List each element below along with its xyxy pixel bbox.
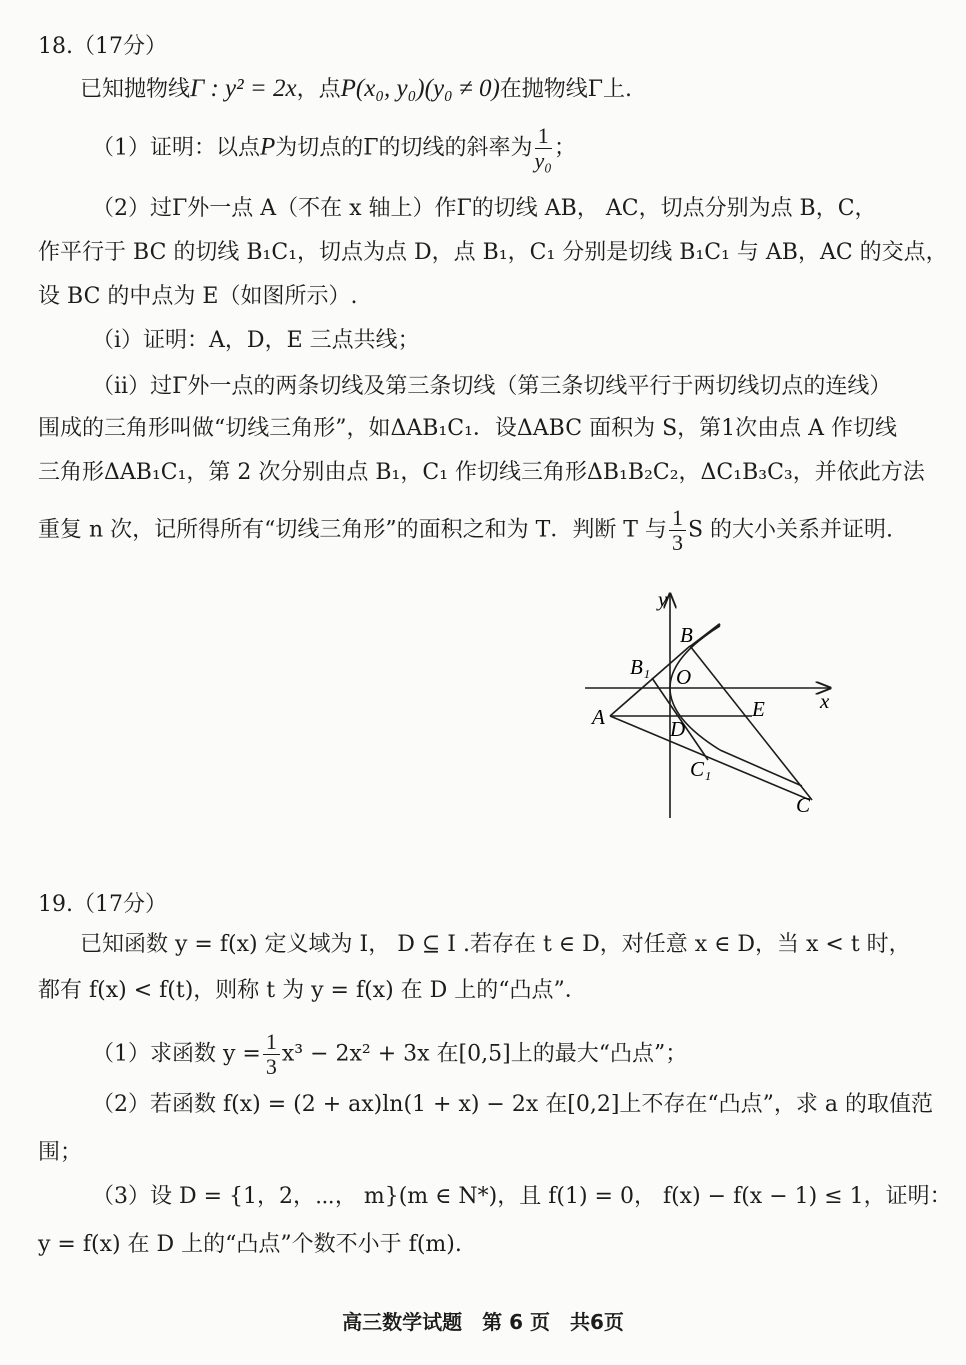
q18-stem <box>80 74 936 105</box>
q18-pii-frac-num: 1 <box>669 506 686 531</box>
q19-p2-line1: （2）若函数 f(x) = (2 + ax)ln(1 + x) − 2x 在[0,2]上不存在“凸点”，求 a 的取值范 <box>92 1092 933 1117</box>
parabola-tangent-figure <box>580 590 840 830</box>
label-B: B <box>680 623 693 647</box>
q18-stem-point: P(x₀, y₀)(y₀ ≠ 0) <box>340 75 500 102</box>
q18-part-i: （i）证明：A，D，E 三点共线； <box>92 328 420 353</box>
q19-p2-line2: 围； <box>38 1140 83 1165</box>
q19-part1 <box>92 1030 936 1079</box>
q18-p1-frac-num: 1 <box>535 124 552 149</box>
q18-p2-line1: （2）过Γ外一点 A（不在 x 轴上）作Γ的切线 AB， AC，切点分别为点 B，C， <box>92 196 877 221</box>
q18-pii-line4-b: S 的大小关系并证明. <box>687 517 894 543</box>
q18-p1-prefix: （1）证明：以点 <box>92 135 260 161</box>
label-C1: C₁ <box>690 757 712 781</box>
label-A: A <box>592 705 605 729</box>
q19-p1-fraction <box>263 1030 280 1079</box>
q18-p2-line3: 设 BC 的中点为 E（如图所示）. <box>38 284 358 309</box>
q18-pii-line2: 围成的三角形叫做“切线三角形”，如ΔAB₁C₁．设ΔABC 面积为 S，第1次由点 A 作切线 <box>38 416 898 441</box>
q18-stem-prefix: 已知抛物线 <box>80 77 191 102</box>
q19-line1: 已知函数 y = f(x) 定义域为 I， D ⊆ I .若存在 t ∈ D，对任意 x ∈ D，当 x < t 时， <box>80 932 911 957</box>
q19-p3-line1: （3）设 D = {1，2，⋯， m}(m ∈ N*)，且 f(1) = 0， f(x) − f(x − 1) ≤ 1，证明： <box>92 1184 952 1209</box>
q18-p1-mid: 为切点的Γ的切线的斜率为 <box>275 135 533 161</box>
q18-p2-line2: 作平行于 BC 的切线 B₁C₁，切点为点 D，点 B₁，C₁ 分别是切线 B₁C₁ 与 AB，AC 的交点， <box>38 240 948 265</box>
q18-pii-line3: 三角形ΔAB₁C₁，第 2 次分别由点 B₁，C₁ 作切线三角形ΔB₁B₂C₂，ΔC₁B₃C₃，并依此方法 <box>38 460 925 485</box>
q18-pii-frac-den: 3 <box>671 530 683 555</box>
label-O: O <box>676 665 692 689</box>
q19-p3-line2: y = f(x) 在 D 上的“凸点”个数不小于 f(m). <box>38 1232 462 1257</box>
q19-p1-frac-den: 3 <box>265 1054 277 1079</box>
q18-header: 18.（17分） <box>38 34 167 59</box>
q19-p1-a: （1）求函数 y = <box>92 1041 261 1067</box>
q18-p1-end: ； <box>553 135 576 161</box>
q18-stem-mid: ，点 <box>296 77 341 102</box>
label-y: y <box>658 590 668 611</box>
label-D: D <box>670 717 686 741</box>
label-B1: B₁ <box>630 655 651 679</box>
q18-p1-fraction <box>535 124 552 173</box>
q19-p1-frac-num: 1 <box>263 1030 280 1055</box>
q18-p1-P: P <box>260 133 276 161</box>
q18-pii-fraction <box>669 506 686 555</box>
label-E: E <box>752 697 765 721</box>
q18-pii-line4-a: 重复 n 次，记所得所有“切线三角形”的面积之和为 T．判断 T 与 <box>38 517 667 543</box>
q19-p1-b: x³ − 2x² + 3x 在[0,5]上的最大“凸点”； <box>281 1041 688 1067</box>
q18-pii-line4 <box>38 506 936 555</box>
q19-header: 19.（17分） <box>38 892 167 917</box>
page-footer: 高三数学试题 第 6 页 共6页 <box>342 1310 624 1334</box>
parabola-upper-arc <box>690 624 720 647</box>
label-x: x <box>820 689 830 713</box>
q18-stem-suffix: 在抛物线Γ上. <box>499 77 633 102</box>
q19-line2: 都有 f(x) < f(t)，则称 t 为 y = f(x) 在 D 上的“凸点”． <box>38 978 587 1003</box>
label-C: C <box>796 793 811 817</box>
q18-p1-frac-den: y₀ <box>534 148 552 173</box>
q18-part1 <box>92 124 936 173</box>
q18-pii-line1: （ii）过Γ外一点的两条切线及第三条切线（第三条切线平行于两切线切点的连线） <box>92 374 892 399</box>
q18-stem-eq: Γ : y² = 2x <box>190 75 297 102</box>
